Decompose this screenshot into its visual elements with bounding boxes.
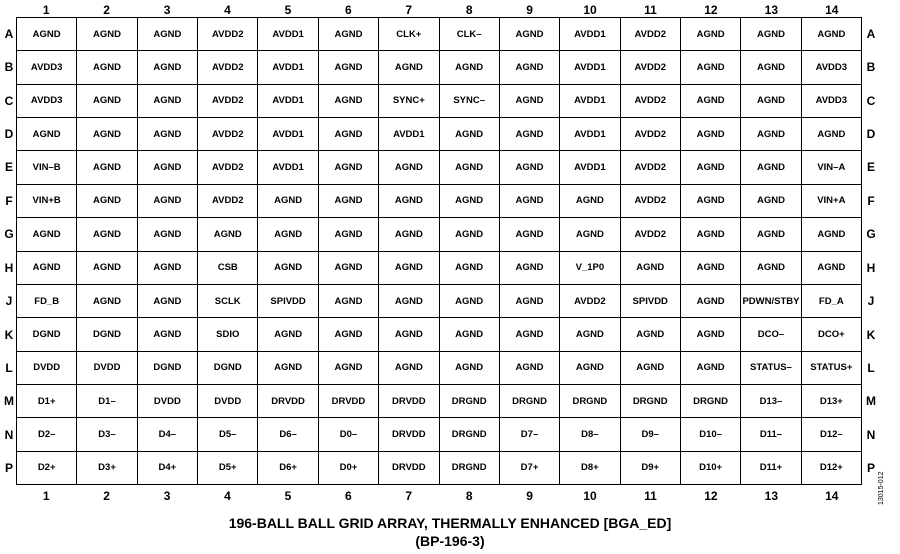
pin-cell: D13+ [802,385,862,418]
pin-cell: AGND [500,118,560,151]
pin-cell: SYNC+ [379,85,439,118]
pin-cell: AGND [560,352,620,385]
pin-cell: SPIVDD [621,285,681,318]
row-label: E [4,160,13,175]
pin-cell: AGND [500,318,560,351]
pin-cell: DRGND [681,385,741,418]
pin-cell: AGND [198,218,258,251]
pin-cell: AGND [77,151,137,184]
pin-cell: AGND [681,352,741,385]
pin-cell: AGND [138,318,198,351]
pin-cell: AGND [138,185,198,218]
pin-cell: DRGND [440,385,500,418]
pin-cell: AGND [440,51,500,84]
pin-cell: AGND [500,51,560,84]
pin-cell: AVDD2 [621,85,681,118]
pin-cell: AVDD1 [560,85,620,118]
pin-cell: AVDD1 [379,118,439,151]
pin-cell: AGND [500,285,560,318]
pin-cell: AGND [138,252,198,285]
pin-cell: D10– [681,418,741,451]
pin-cell: AVDD1 [560,118,620,151]
pin-cell: AGND [258,318,318,351]
row-label: D [866,126,876,141]
pin-cell: D7+ [500,452,560,485]
pin-cell: PDWN/STBY [741,285,801,318]
pin-cell: AGND [77,85,137,118]
pin-cell: SDIO [198,318,258,351]
pin-cell: AGND [319,185,379,218]
row-label: F [867,193,875,208]
row-label: B [4,60,14,75]
pin-cell: AGND [440,118,500,151]
pin-cell: DGND [198,352,258,385]
column-label: 10 [583,489,597,503]
pin-cell: AGND [681,85,741,118]
pin-cell: AGND [258,185,318,218]
pin-cell: AGND [138,118,198,151]
column-label: 9 [526,3,533,17]
pin-cell: AGND [681,151,741,184]
pin-cell: DRVDD [319,385,379,418]
pin-cell: AGND [681,18,741,51]
pin-cell: AVDD2 [198,151,258,184]
row-label: E [866,160,875,175]
pin-cell: AGND [17,218,77,251]
pin-cell: AVDD2 [198,85,258,118]
figure-id: 13015-012 [878,471,885,505]
pin-cell: D9– [621,418,681,451]
pin-cell: AGND [77,252,137,285]
pin-cell: AGND [681,252,741,285]
column-label: 8 [465,3,473,17]
caption-package: (BP-196-3) [415,533,485,549]
pin-cell: AGND [440,151,500,184]
pin-cell: DGND [77,318,137,351]
pin-cell: CLK– [440,18,500,51]
pin-cell: AGND [621,318,681,351]
pin-cell: AGND [681,285,741,318]
pin-cell: AVDD1 [258,51,318,84]
pin-cell: DVDD [77,352,137,385]
pin-cell: AGND [802,118,862,151]
pin-cell: AGND [17,252,77,285]
pin-cell: DRVDD [258,385,318,418]
column-label: 12 [704,3,718,17]
pin-cell: D2+ [17,452,77,485]
column-label: 4 [224,3,231,17]
pin-cell: AGND [741,151,801,184]
row-labels-right [864,17,878,485]
pin-cell: D9+ [621,452,681,485]
column-label: 3 [163,489,171,503]
pin-cell: AGND [17,18,77,51]
pin-cell: VIN–A [802,151,862,184]
pin-cell: AGND [379,51,439,84]
pin-cell: AVDD2 [621,51,681,84]
pin-cell: DRVDD [379,418,439,451]
pin-cell: V_1P0 [560,252,620,285]
column-label: 13 [764,489,779,503]
row-label: L [5,360,13,375]
pin-cell: AGND [77,118,137,151]
pin-cell: AGND [138,218,198,251]
row-label: K [866,327,876,342]
column-label: 2 [103,3,110,17]
pin-cell: AGND [440,285,500,318]
pin-cell: AGND [379,285,439,318]
pin-cell: AGND [138,51,198,84]
pin-cell: AGND [138,151,198,184]
pin-cell: AGND [621,252,681,285]
pin-cell: D4+ [138,452,198,485]
pin-cell: AVDD3 [802,85,862,118]
pin-cell: AGND [621,352,681,385]
pin-cell: D12+ [802,452,862,485]
pin-cell: DRGND [500,385,560,418]
pin-cell: AGND [319,318,379,351]
pin-cell: AGND [560,318,620,351]
pin-cell: D4– [138,418,198,451]
pin-cell: DCO– [741,318,801,351]
row-label: D [4,126,14,141]
column-label: 1 [42,3,50,17]
pin-cell: FD_A [802,285,862,318]
pin-cell: AGND [500,18,560,51]
row-label: G [4,227,14,242]
column-label: 13 [764,3,779,17]
pin-cell: AVDD2 [198,118,258,151]
pin-cell: SPIVDD [258,285,318,318]
pin-cell: AGND [319,51,379,84]
pin-cell: AGND [440,252,500,285]
pin-cell: AGND [77,285,137,318]
row-label: B [866,60,876,75]
row-label: M [866,394,876,409]
column-label: 4 [224,489,231,503]
pin-cell: D11– [741,418,801,451]
pin-cell: AGND [500,218,560,251]
column-label: 8 [465,489,473,503]
pin-cell: AVDD1 [560,51,620,84]
pin-cell: DCO+ [802,318,862,351]
column-label: 9 [526,489,533,503]
pin-cell: DGND [17,318,77,351]
pin-cell: AVDD1 [560,151,620,184]
pin-cell: D8– [560,418,620,451]
pin-cell: AVDD2 [560,285,620,318]
pin-cell: AGND [681,218,741,251]
pin-cell: SCLK [198,285,258,318]
column-label: 7 [405,3,413,17]
pin-cell: AGND [741,18,801,51]
pin-cell: AGND [440,352,500,385]
pin-cell: AVDD2 [198,185,258,218]
pin-cell: AGND [741,118,801,151]
pin-cell: AGND [138,285,198,318]
column-label: 11 [644,3,657,17]
pin-cell: AGND [77,185,137,218]
pin-cell: AGND [379,218,439,251]
pin-cell: AGND [741,252,801,285]
pin-cell: AGND [379,318,439,351]
row-label: A [866,26,876,41]
pin-cell: AGND [319,118,379,151]
pin-cell: AGND [500,252,560,285]
row-label: P [866,461,875,476]
pin-cell: AVDD2 [621,18,681,51]
pin-cell: STATUS– [741,352,801,385]
pin-cell: AGND [802,218,862,251]
pin-cell: DGND [138,352,198,385]
column-label: 14 [825,489,839,503]
pin-cell: DRGND [621,385,681,418]
row-label: K [4,327,14,342]
pin-cell: DRVDD [379,385,439,418]
caption-title: 196-BALL BALL GRID ARRAY, THERMALLY ENHANCED [BGA_ED] [228,515,672,531]
row-label: H [4,260,14,275]
pin-cell: AGND [681,318,741,351]
column-label: 5 [284,3,292,17]
column-label: 6 [345,489,352,503]
pin-cell: AGND [681,118,741,151]
row-label: A [4,26,14,41]
column-label: 1 [42,489,50,503]
pin-cell: AGND [258,252,318,285]
column-label: 12 [704,489,718,503]
pin-cell: D11+ [741,452,801,485]
pin-cell: AVDD1 [258,18,318,51]
pin-cell: AGND [741,185,801,218]
column-label: 5 [284,489,292,503]
pin-cell: AGND [319,352,379,385]
pin-cell: AGND [138,85,198,118]
pin-cell: D3+ [77,452,137,485]
pin-cell: DVDD [17,352,77,385]
column-label: 3 [163,3,171,17]
row-label: G [866,227,876,242]
pin-cell: AGND [138,18,198,51]
pin-cell: AVDD3 [17,51,77,84]
row-label: J [867,294,875,309]
pin-cell: AVDD1 [258,85,318,118]
pin-cell: AGND [560,218,620,251]
pin-cell: AGND [741,218,801,251]
pin-cell: AGND [440,318,500,351]
pin-cell: AVDD1 [560,18,620,51]
pin-cell: AGND [319,18,379,51]
pin-cell: D0– [319,418,379,451]
pin-cell: AGND [802,252,862,285]
pin-cell: AGND [379,185,439,218]
pin-cell: AVDD2 [198,18,258,51]
pin-cell: DRVDD [379,452,439,485]
pin-cell: DVDD [138,385,198,418]
row-label: J [5,294,13,309]
column-label: 10 [583,3,597,17]
pin-cell: D1+ [17,385,77,418]
pin-cell: D0+ [319,452,379,485]
pin-cell: DRGND [560,385,620,418]
pin-cell: AVDD1 [258,151,318,184]
pin-cell: FD_B [17,285,77,318]
pin-cell: D5– [198,418,258,451]
pin-cell: AGND [319,218,379,251]
row-label: C [866,93,876,108]
column-label: 14 [825,3,839,17]
pin-cell: AVDD2 [198,51,258,84]
pin-cell: AVDD3 [802,51,862,84]
pin-cell: AGND [379,352,439,385]
pin-cell: AVDD3 [17,85,77,118]
pin-cell: D8+ [560,452,620,485]
pin-cell: AGND [741,51,801,84]
pin-cell: AGND [500,352,560,385]
row-labels-left [2,17,16,485]
pin-cell: DVDD [198,385,258,418]
pin-cell: AVDD2 [621,218,681,251]
row-label: P [4,461,13,476]
pin-cell: AGND [77,218,137,251]
pin-cell: AGND [500,185,560,218]
pin-cell: D10+ [681,452,741,485]
pin-cell: VIN+A [802,185,862,218]
pin-cell: AGND [258,218,318,251]
column-label: 7 [405,489,413,503]
pin-cell: AGND [319,285,379,318]
pin-cell: AGND [258,352,318,385]
pin-cell: CSB [198,252,258,285]
pin-cell: CLK+ [379,18,439,51]
pin-cell: D7– [500,418,560,451]
pin-cell: D3– [77,418,137,451]
pin-cell: AVDD2 [621,118,681,151]
pin-cell: AGND [560,185,620,218]
pin-cell: AGND [319,85,379,118]
pin-cell: AGND [77,18,137,51]
pin-cell: AVDD1 [258,118,318,151]
row-label: L [867,360,875,375]
pin-cell: D2– [17,418,77,451]
pin-cell: D5+ [198,452,258,485]
pin-cell: D6+ [258,452,318,485]
pin-cell: AGND [319,151,379,184]
pin-cell: AGND [77,51,137,84]
pin-cell: AGND [681,51,741,84]
row-label: C [4,93,14,108]
pin-cell: D13– [741,385,801,418]
pin-cell: AGND [379,151,439,184]
column-label: 11 [644,489,657,503]
pin-cell: AGND [802,18,862,51]
pin-grid [16,17,862,485]
pin-cell: VIN–B [17,151,77,184]
pin-cell: D12– [802,418,862,451]
pin-cell: VIN+B [17,185,77,218]
pin-cell: AGND [17,118,77,151]
row-label: F [5,193,13,208]
pin-cell: DRGND [440,452,500,485]
pin-cell: AGND [500,85,560,118]
column-label: 2 [103,489,110,503]
pin-cell: AVDD2 [621,185,681,218]
column-labels-bottom [16,489,862,503]
column-labels-top [16,3,862,17]
pin-cell: AGND [379,252,439,285]
row-label: M [4,394,14,409]
pin-cell: SYNC– [440,85,500,118]
pin-cell: AGND [319,252,379,285]
row-label: H [866,260,876,275]
pin-cell: AVDD2 [621,151,681,184]
column-label: 6 [345,3,352,17]
pin-cell: AGND [440,218,500,251]
pin-cell: D6– [258,418,318,451]
pin-cell: AGND [681,185,741,218]
row-label: N [4,427,14,442]
row-label: N [866,427,876,442]
pin-cell: AGND [440,185,500,218]
pin-cell: AGND [741,85,801,118]
pin-cell: AGND [500,151,560,184]
pin-cell: DRGND [440,418,500,451]
pin-cell: D1– [77,385,137,418]
pin-cell: STATUS+ [802,352,862,385]
